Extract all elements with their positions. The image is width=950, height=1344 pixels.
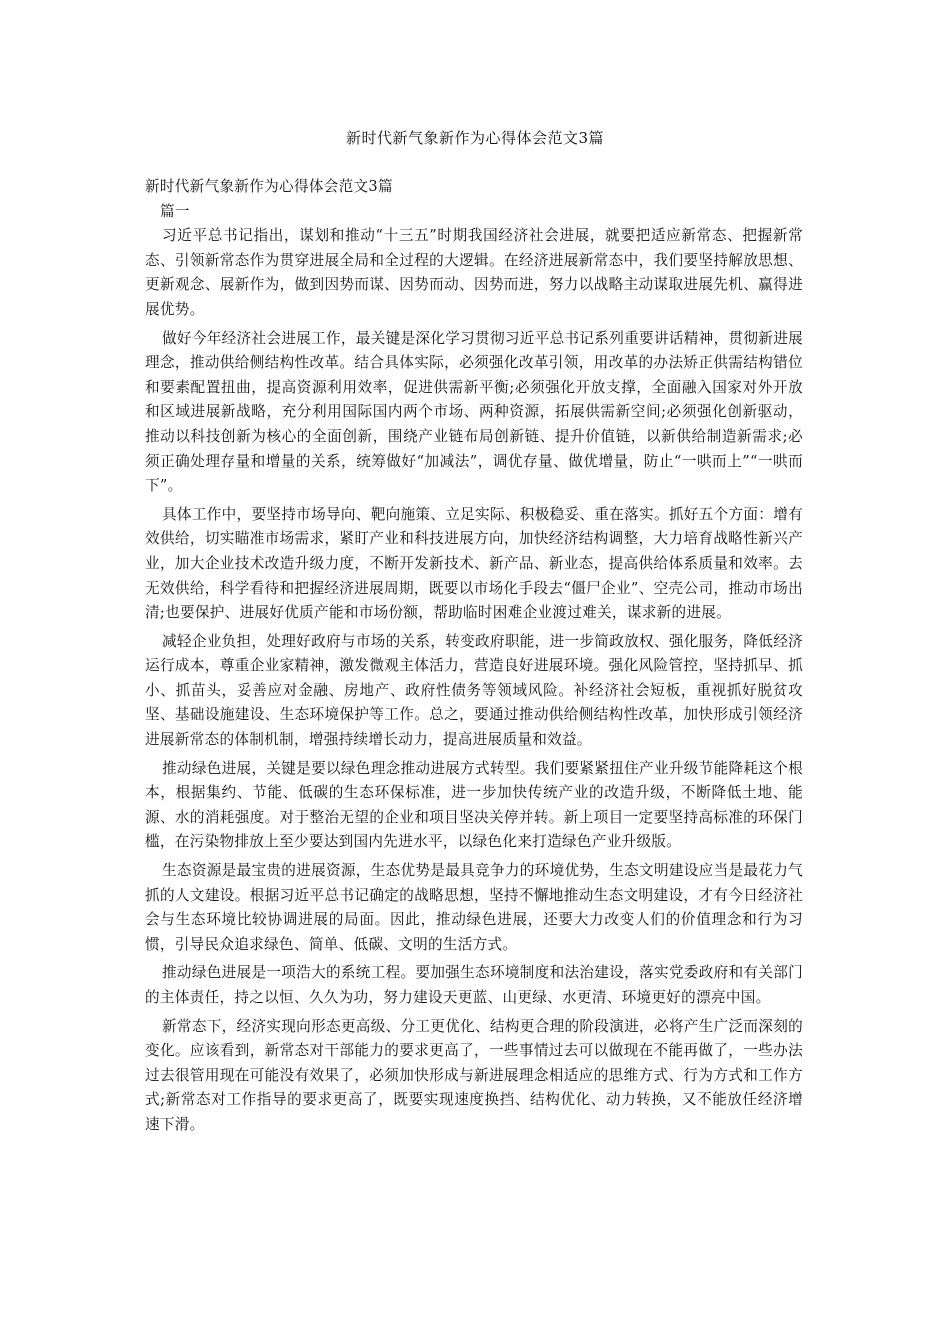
document-title: 新时代新气象新作为心得体会范文3篇: [345, 129, 605, 147]
paragraph: 习近平总书记指出，谋划和推动“十三五”时期我国经济社会进展，就要把适应新常态、把握新常态、引领新常态作为贯穿进展全局和全过程的大逻辑。在经济进展新常态中，我们要坚持解放思想、更新观念、展新作为，做到因势而谋、因势而动、因势而进，努力以战略主动谋取进展先机、赢得进展优势。: [145, 227, 803, 318]
document-subtitle: 新时代新气象新作为心得体会范文3篇: [145, 178, 393, 195]
paragraph: 做好今年经济社会进展工作，最关键是深化学习贯彻习近平总书记系列重要讲话精神，贯彻新进展理念，推动供给侧结构性改革。结合具体实际，必须强化改革引领，用改革的办法矫正供需结构错位和要素配置扭曲，提高资源利用效率，促进供需新平衡;必须强化开放支撑，全面融入国家对外开放和区域进展新战略，充分利用国际国内两个市场、两种资源，拓展供需新空间;必须强化创新驱动，推动以科技创新为核心的全面创新，围绕产业链布局创新链、提升价值链，以新供给制造新需求;必须正确处理存量和增量的关系，统筹做好“加减法”，调优存量、做优增量，防止“一哄而上”“一哄而下”。: [145, 329, 803, 495]
paragraph: 推动绿色进展是一项浩大的系统工程。要加强生态环境制度和法治建设，落实党委政府和有关部门的主体责任，持之以恒、久久为功，努力建设天更蓝、山更绿、水更清、环境更好的漂亮中国。: [145, 964, 803, 1006]
paragraph: 推动绿色进展，关键是要以绿色理念推动进展方式转型。我们要紧紧扭住产业升级节能降耗这个根本，根据集约、节能、低碳的生态环保标准，进一步加快传统产业的改造升级，不断降低土地、能源、水的消耗强度。对于整治无望的企业和项目坚决关停并转。新上项目一定要坚持高标准的环保门槛，在污染物排放上至少要达到国内先进水平，以绿色化来打造绿色产业升级版。: [145, 759, 803, 851]
paragraph: 新常态下，经济实现向形态更高级、分工更优化、结构更合理的阶段演进，必将产生广泛而深刻的变化。应该看到，新常态对干部能力的要求更高了，一些事情过去可以做现在不能再做了，一些办法过去很管用现在可能没有效果了，必须加快形成与新进展理念相适应的思维方式、行为方式和工作方式;新常态对工作指导的要求更高了，既要实现速度换挡、结构优化、动力转换，又不能放任经济增速下滑。: [145, 1017, 803, 1133]
section-heading: 篇一: [160, 202, 190, 220]
document-body: [145, 175, 803, 1142]
paragraph: 减轻企业负担，处理好政府与市场的关系，转变政府职能，进一步简政放权、强化服务，降低经济运行成本，尊重企业家精神，激发微观主体活力，营造良好进展环境。强化风险管控，坚持抓早、抓小、抓苗头，妥善应对金融、房地产、政府性债务等领域风险。补经济社会短板，重视抓好脱贫攻坚、基础设施建设、生态环境保护等工作。总之，要通过推动供给侧结构性改革，加快形成引领经济进展新常态的体制机制，增强持续增长动力，提高进展质量和效益。: [145, 632, 803, 749]
paragraph: 生态资源是最宝贵的进展资源，生态优势是最具竞争力的环境优势，生态文明建设应当是最花力气抓的人文建设。根据习近平总书记确定的战略思想，坚持不懈地推动生态文明建设，才有今日经济社会与生态环境比较协调进展的局面。因此，推动绿色进展，还要大力改变人们的价值理念和行为习惯，引导民众追求绿色、简单、低碳、文明的生活方式。: [145, 862, 803, 953]
paragraph: 具体工作中，要坚持市场导向、靶向施策、立足实际、积极稳妥、重在落实。抓好五个方面：增有效供给，切实瞄准市场需求，紧盯产业和科技进展方向，加快经济结构调整，大力培育战略性新兴产业，加大企业技术改造升级力度，不断开发新技术、新产品、新业态，提高供给体系质量和效率。去无效供给，科学看待和把握经济进展周期，既要以市场化手段去“僵尸企业”、空壳公司，推动市场出清;也要保护、进展好优质产能和市场份额，帮助临时困难企业渡过难关，谋求新的进展。: [145, 505, 803, 622]
